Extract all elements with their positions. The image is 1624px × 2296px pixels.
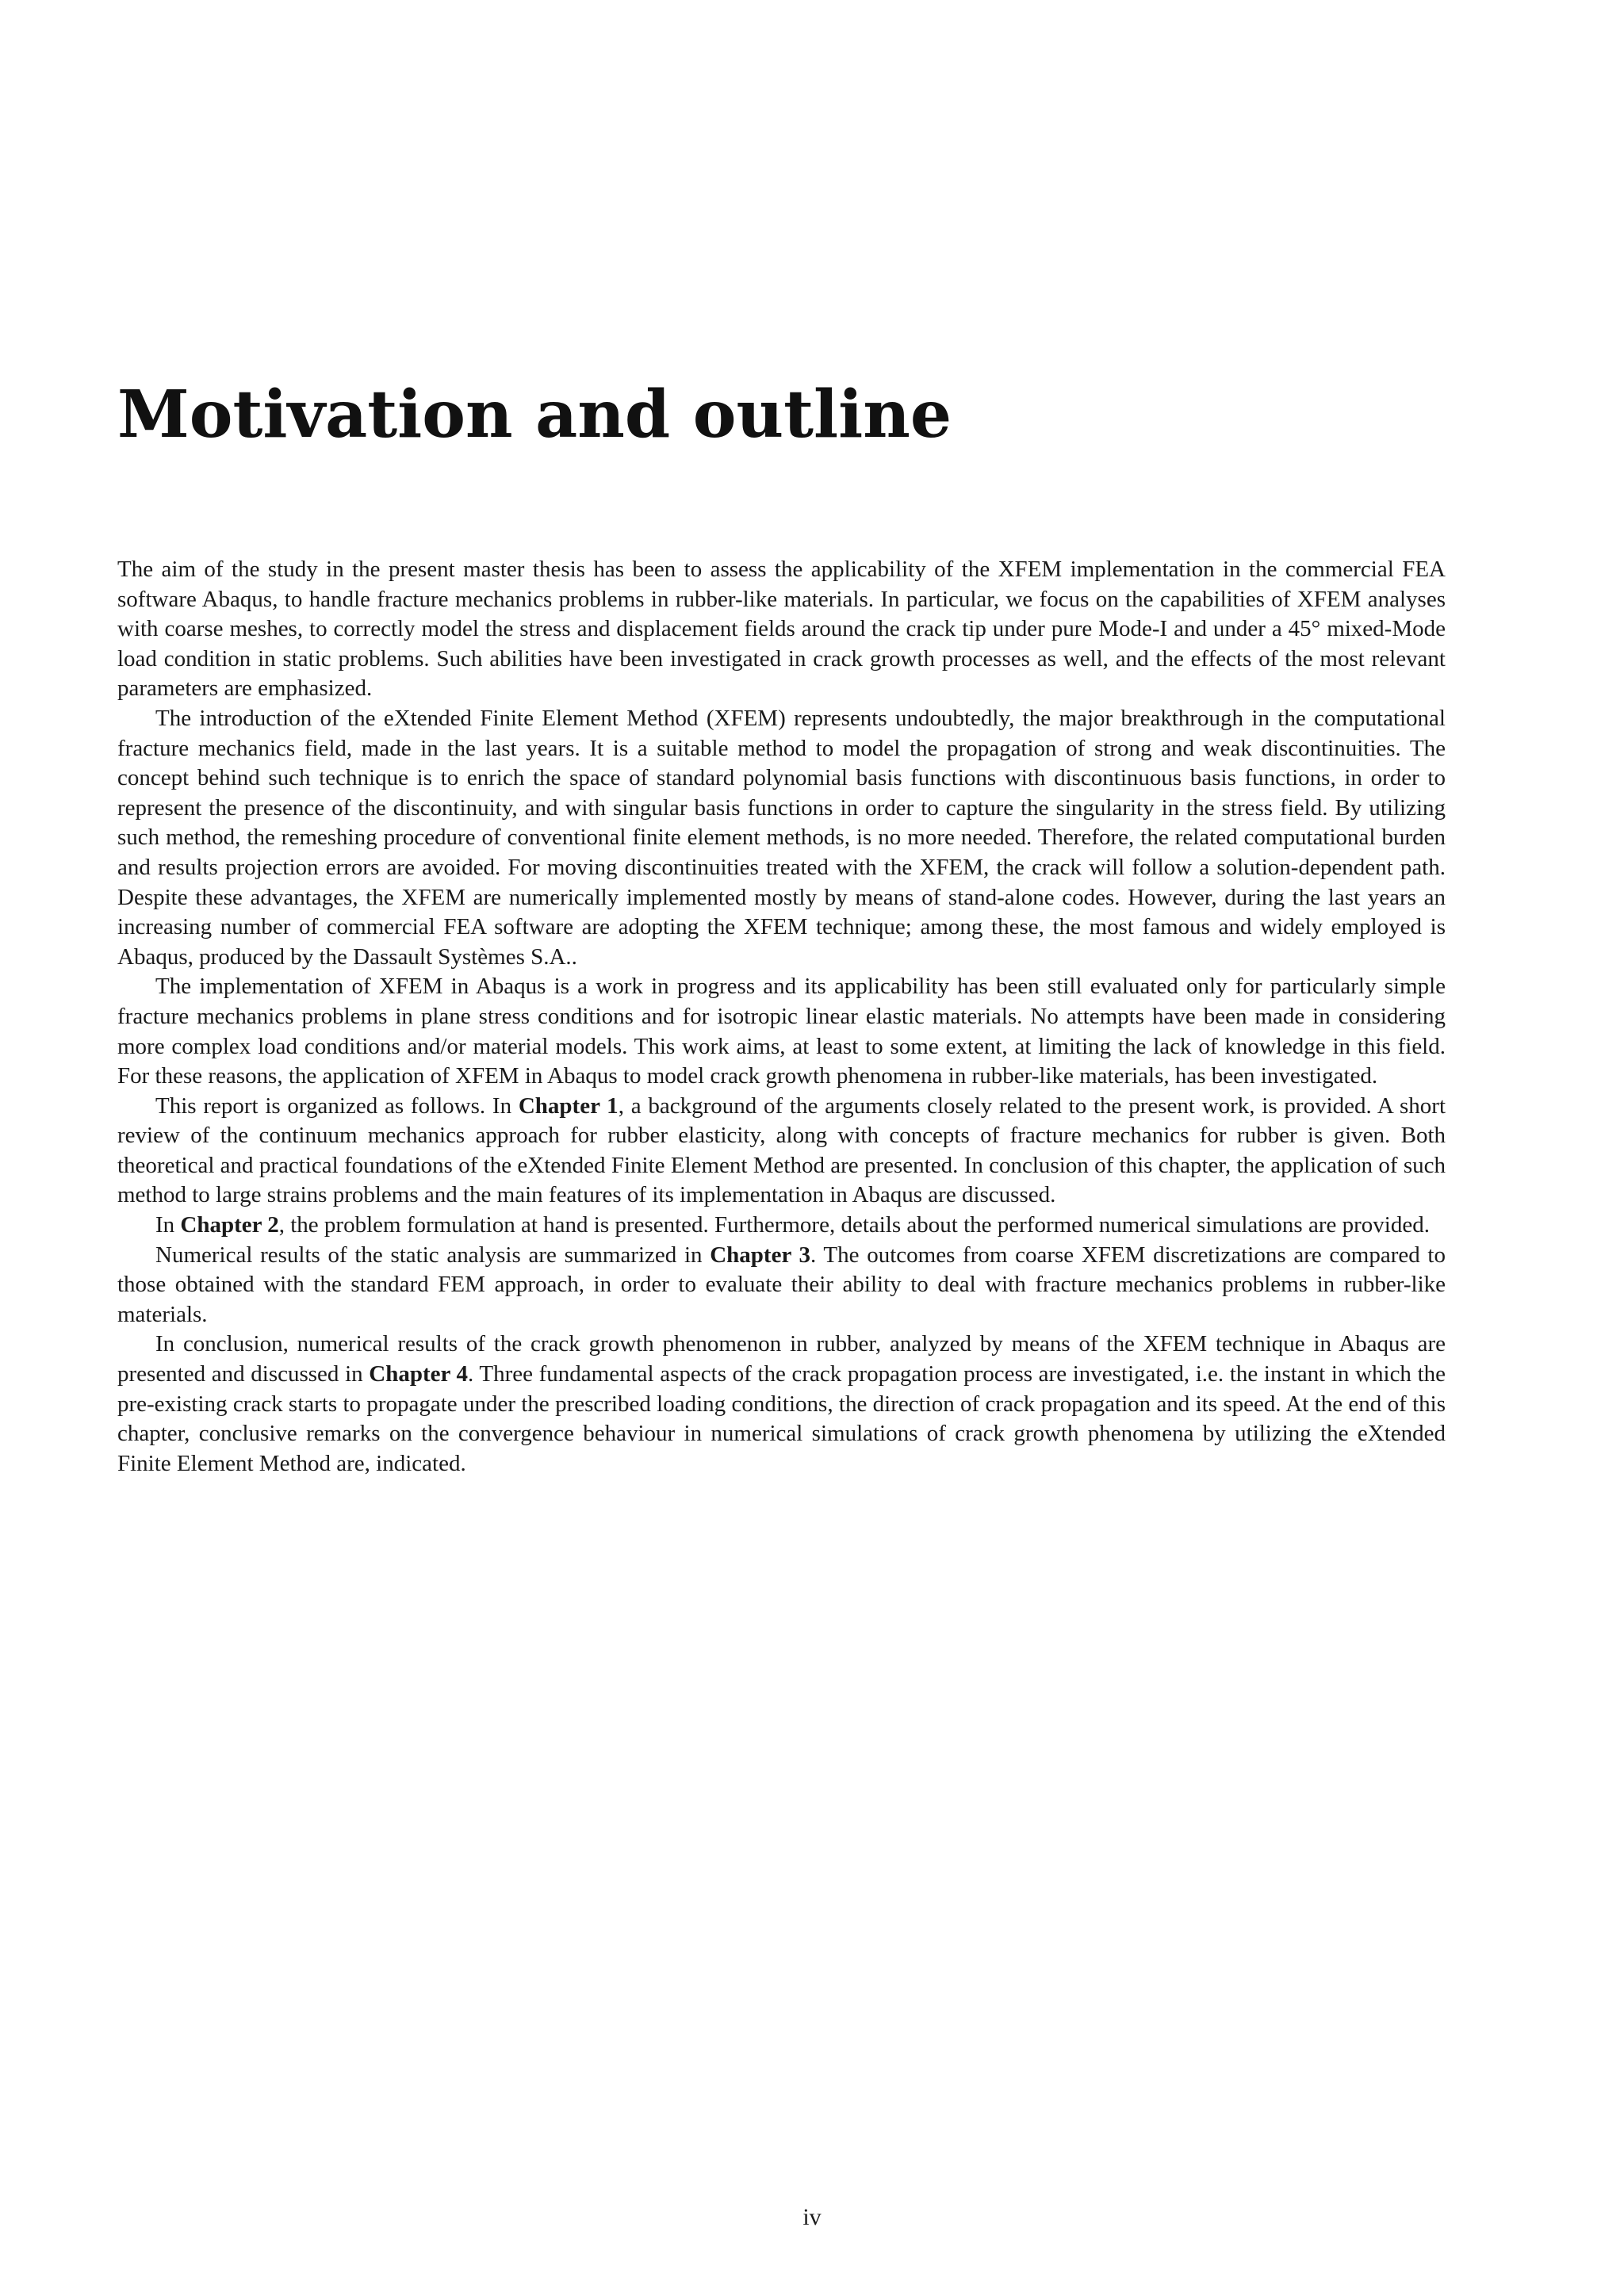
paragraph-text: . The outcomes from coarse XFEM discretizations are compared to those obtained with the standard FEM approach, in order to evaluate their ability to deal with fracture mechanics problems in rubber-like materials. bbox=[117, 1242, 1446, 1327]
paragraph-outline-chapter-4 bbox=[117, 1330, 1446, 1479]
chapter-title: Motivation and outline bbox=[117, 377, 952, 453]
paragraph-text: In conclusion, numerical results of the crack growth phenomenon in rubber, analyzed by means of the XFEM technique in Abaqus are presented and discussed in bbox=[117, 1331, 1446, 1387]
paragraph-text: . Three fundamental aspects of the crack propagation process are investigated, i.e. the instant in which the pre-existing crack starts to propagate under the prescribed loading conditions, the direction of crack propagation and its speed. At the end of this chapter, conclusive remarks on the convergence behaviour in numerical simulations of crack growth phenomena by utilizing the eXtended Finite Element Method are, indicated. bbox=[117, 1361, 1446, 1476]
paragraph-xfem-intro: The introduction of the eXtended Finite Element Method (XFEM) represents undoubtedly, the major breakthrough in the computational fracture mechanics field, made in the last years. It is a suitable method to model the propagation of strong and weak discontinuities. The concept behind such technique is to enrich the space of standard polynomial basis functions with discontinuous basis functions, in order to represent the presence of the discontinuity, and with singular basis functions in order to capture the singularity in the stress field. By utilizing such method, the remeshing procedure of conventional finite element methods, is no more needed. Therefore, the related computational burden and results projection errors are avoided. For moving discontinuities treated with the XFEM, the crack will follow a solution-dependent path. Despite these advantages, the XFEM are numerically implemented mostly by means of stand-alone codes. However, during the last years an increasing number of commercial FEA software are adopting the XFEM technique; among these, the most famous and widely employed is Abaqus, produced by the Dassault Systèmes S.A.. bbox=[117, 705, 1446, 970]
paragraph-outline-chapter-2 bbox=[117, 1211, 1446, 1241]
paragraph-aim: The aim of the study in the present master thesis has been to assess the applicability of the XFEM implementation in the commercial FEA software Abaqus, to handle fracture mechanics problems in rubber-like materials. In particular, we focus on the capabilities of XFEM analyses with coarse meshes, to correctly model the stress and displacement fields around the crack tip under pure Mode-I and under a 45° mixed-Mode load condition in static problems. Such abilities have been investigated in crack growth processes as well, and the effects of the most relevant parameters are emphasized. bbox=[117, 557, 1446, 702]
page-number: iv bbox=[802, 2204, 822, 2230]
paragraph-text: This report is organized as follows. In bbox=[155, 1093, 519, 1119]
paragraph-text: , a background of the arguments closely related to the present work, is provided. A short review of the continuum mechanics approach for rubber elasticity, along with concepts of fracture mechanics for rubber is given. Both theoretical and practical foundations of the eXtended Finite Element Method are presented. In conclusion of this chapter, the application of such method to large strains problems and the main features of its implementation in Abaqus are discussed. bbox=[117, 1093, 1446, 1208]
body-text bbox=[117, 555, 1446, 1479]
paragraph-outline-chapter-3 bbox=[117, 1241, 1446, 1330]
chapter-reference: Chapter 2 bbox=[180, 1212, 279, 1238]
paragraph-text: Numerical results of the static analysis are summarized in bbox=[155, 1242, 710, 1268]
chapter-reference: Chapter 4 bbox=[369, 1361, 469, 1387]
paragraph-outline-chapter-1 bbox=[117, 1092, 1446, 1211]
paragraph-abaqus-implementation: The implementation of XFEM in Abaqus is a work in progress and its applicability has been still evaluated only for particularly simple fracture mechanics problems in plane stress conditions and for isotropic linear elastic materials. No attempts have been made in considering more complex load conditions and/or material models. This work aims, at least to some extent, at limiting the lack of knowledge in this field. For these reasons, the application of XFEM in Abaqus to model crack growth phenomena in rubber-like materials, has been investigated. bbox=[117, 974, 1446, 1089]
chapter-reference: Chapter 3 bbox=[710, 1242, 811, 1268]
chapter-reference: Chapter 1 bbox=[518, 1093, 619, 1119]
paragraph-text: , the problem formulation at hand is presented. Furthermore, details about the performed numerical simulations are provided. bbox=[278, 1212, 1430, 1238]
paragraph-text: In bbox=[155, 1212, 181, 1238]
